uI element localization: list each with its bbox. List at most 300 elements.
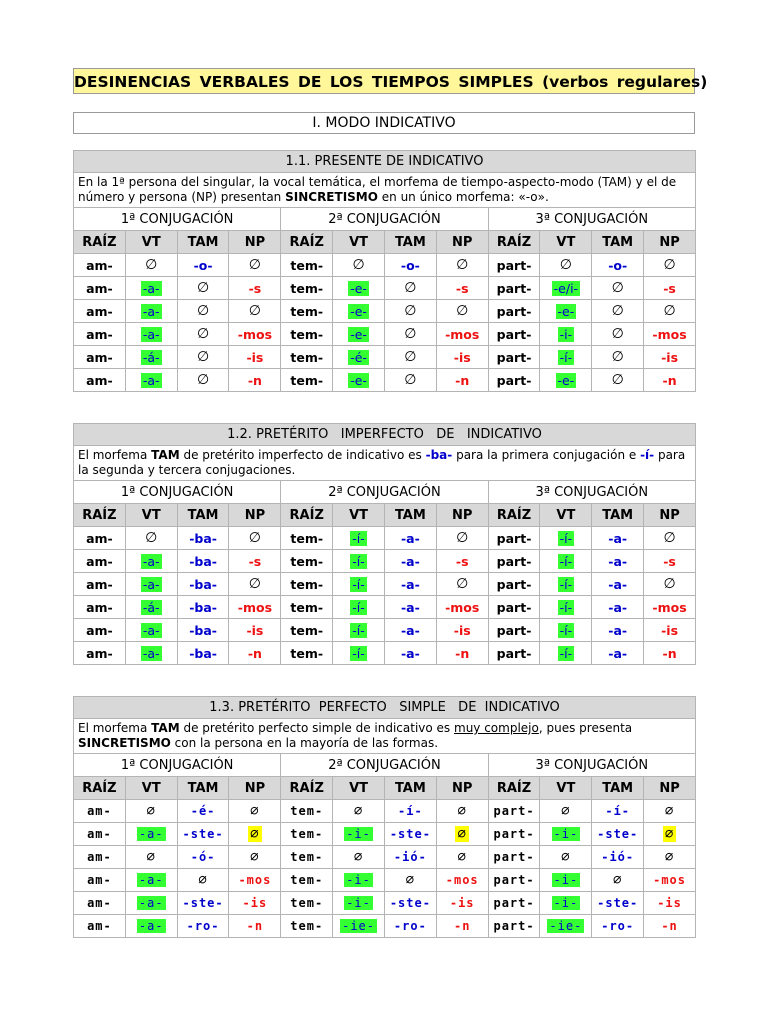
- table-cell: [125, 300, 177, 323]
- table-cell: [488, 323, 540, 346]
- table-cell: [644, 823, 696, 846]
- morpheme: -í-: [352, 530, 365, 546]
- morpheme: -mos: [445, 599, 480, 615]
- column-header: NP: [436, 777, 488, 800]
- null-morpheme: ∅: [145, 257, 158, 273]
- morpheme: -n: [453, 919, 471, 933]
- morpheme: part-: [496, 530, 532, 546]
- morpheme: am-: [87, 873, 112, 887]
- column-header: VT: [540, 504, 592, 527]
- table-cell: [540, 254, 592, 277]
- table-cell: [644, 369, 696, 392]
- morpheme: -ro-: [601, 919, 635, 933]
- null-morpheme: ∅: [196, 280, 210, 296]
- table-cell: [333, 642, 385, 665]
- table-cell: [229, 277, 281, 300]
- table-cell: [177, 846, 229, 869]
- table-cell: [333, 869, 385, 892]
- column-header: RAÍZ: [281, 231, 333, 254]
- description-fragment: SINCRETISMO: [78, 736, 171, 750]
- table-row: [74, 323, 696, 346]
- null-morpheme: ∅: [250, 849, 260, 865]
- morpheme: part-: [493, 804, 535, 818]
- column-header: RAÍZ: [488, 231, 540, 254]
- morpheme: part-: [496, 645, 532, 661]
- morpheme: -a-: [608, 553, 628, 569]
- morpheme: -mos: [237, 326, 273, 342]
- table-cell: [229, 892, 281, 915]
- morpheme: -ste-: [597, 896, 639, 910]
- table-cell: [644, 892, 696, 915]
- morpheme: -is: [246, 349, 264, 365]
- column-header: RAÍZ: [74, 504, 126, 527]
- null-morpheme: ∅: [404, 303, 417, 319]
- description-fragment: para la primera conjugación e: [452, 448, 641, 462]
- null-morpheme: ∅: [561, 849, 571, 865]
- morpheme: -í-: [352, 645, 365, 661]
- morpheme: tem-: [290, 896, 324, 910]
- table-cell: [229, 619, 281, 642]
- morpheme: -ste-: [597, 827, 639, 841]
- null-morpheme: ∅: [664, 803, 675, 819]
- table-cell: [74, 642, 126, 665]
- table-cell: [384, 573, 436, 596]
- table-row: [74, 527, 696, 550]
- table-cell: [488, 254, 540, 277]
- table-cell: [488, 346, 540, 369]
- table-cell: [540, 573, 592, 596]
- mode-heading: I. MODO INDICATIVO: [73, 112, 695, 134]
- table-cell: [488, 573, 540, 596]
- morpheme: -ba-: [189, 530, 217, 546]
- table-cell: [333, 346, 385, 369]
- table-cell: [592, 642, 644, 665]
- morpheme: part-: [493, 896, 535, 910]
- conjugation-label: 2ª CONJUGACIÓN: [281, 481, 488, 504]
- table-cell: [125, 869, 177, 892]
- null-morpheme: ∅: [250, 803, 260, 819]
- morpheme: part-: [493, 873, 535, 887]
- table-cell: [644, 254, 696, 277]
- table-cell: [333, 823, 385, 846]
- table-cell: [125, 254, 177, 277]
- column-header: VT: [333, 777, 385, 800]
- null-morpheme: ∅: [146, 803, 156, 819]
- description-fragment: -ba-: [425, 448, 453, 462]
- table-cell: [540, 369, 592, 392]
- column-header: NP: [644, 777, 696, 800]
- morpheme: -é-: [190, 804, 216, 818]
- table-cell: [74, 619, 126, 642]
- morpheme: -ro-: [186, 919, 220, 933]
- table-cell: [540, 800, 592, 823]
- table-cell: [281, 915, 333, 938]
- morpheme: am-: [86, 326, 113, 342]
- table-cell: [281, 642, 333, 665]
- table-cell: [644, 846, 696, 869]
- morpheme: -á-: [142, 599, 160, 615]
- morpheme: -mos: [445, 873, 479, 887]
- morpheme: -í-: [559, 645, 573, 661]
- table-cell: [540, 300, 592, 323]
- morpheme: -ie-: [549, 919, 583, 933]
- table-cell: [436, 300, 488, 323]
- morpheme: -i-: [553, 873, 579, 887]
- morpheme: -ba-: [189, 553, 217, 569]
- morpheme: -s: [663, 280, 676, 296]
- morpheme: -n: [662, 645, 677, 661]
- table-cell: [540, 323, 592, 346]
- table-cell: [177, 323, 229, 346]
- table-cell: [125, 369, 177, 392]
- morpheme: -e-: [557, 303, 575, 319]
- morpheme: -is: [453, 622, 471, 638]
- table-cell: [540, 642, 592, 665]
- table-cell: [592, 800, 644, 823]
- morpheme: -n: [247, 372, 262, 388]
- table-cell: [592, 323, 644, 346]
- table-cell: [125, 527, 177, 550]
- section-description-row: [74, 446, 696, 481]
- table-cell: [644, 596, 696, 619]
- null-morpheme: ∅: [404, 326, 417, 342]
- table-cell: [436, 800, 488, 823]
- table-cell: [488, 642, 540, 665]
- table-cell: [125, 915, 177, 938]
- morpheme: -ie-: [342, 919, 375, 933]
- morpheme: -a-: [142, 622, 160, 638]
- table-cell: [384, 869, 436, 892]
- description-fragment: TAM: [151, 448, 180, 462]
- morpheme: -i-: [553, 827, 579, 841]
- morpheme: -is: [449, 896, 475, 910]
- table-cell: [125, 573, 177, 596]
- table-cell: [436, 869, 488, 892]
- table-cell: [384, 892, 436, 915]
- table-cell: [592, 892, 644, 915]
- column-header: VT: [540, 777, 592, 800]
- null-morpheme: ∅: [196, 349, 210, 365]
- section-presente: [73, 150, 696, 392]
- table-cell: [281, 277, 333, 300]
- conjugation-label: 3ª CONJUGACIÓN: [488, 754, 695, 777]
- description-fragment: El morfema: [78, 448, 152, 462]
- morpheme: -n: [662, 372, 677, 388]
- column-header: TAM: [177, 504, 229, 527]
- null-morpheme: ∅: [352, 257, 365, 273]
- table-cell: [436, 573, 488, 596]
- table-cell: [281, 300, 333, 323]
- table-cell: [281, 823, 333, 846]
- table-cell: [74, 300, 126, 323]
- null-morpheme: ∅: [145, 530, 158, 546]
- morpheme: -í-: [559, 599, 573, 615]
- table-cell: [125, 596, 177, 619]
- table-row: [74, 800, 696, 823]
- morpheme: -ió-: [393, 850, 427, 864]
- table-cell: [436, 550, 488, 573]
- table-cell: [436, 527, 488, 550]
- table-cell: [540, 846, 592, 869]
- null-morpheme: ∅: [664, 849, 675, 865]
- morpheme: -a-: [142, 303, 160, 319]
- morpheme: -í-: [559, 530, 573, 546]
- table-cell: [384, 277, 436, 300]
- table-cell: [592, 550, 644, 573]
- column-header: RAÍZ: [74, 777, 126, 800]
- morpheme: am-: [87, 827, 112, 841]
- section-description: [74, 446, 696, 481]
- table-row: [74, 915, 696, 938]
- column-header-row: [74, 777, 696, 800]
- section-heading: 1.3. PRETÉRITO PERFECTO SIMPLE DE INDICATIVO: [74, 697, 696, 719]
- description-fragment: , pues presenta: [538, 721, 633, 735]
- morpheme: am-: [87, 850, 112, 864]
- table-cell: [384, 823, 436, 846]
- column-header: NP: [644, 231, 696, 254]
- table-row: [74, 619, 696, 642]
- table-row: [74, 642, 696, 665]
- conjugation-table: [73, 696, 696, 938]
- morpheme: -s: [455, 553, 469, 569]
- morpheme: -i-: [346, 827, 371, 841]
- column-header: TAM: [592, 777, 644, 800]
- morpheme: tem-: [290, 622, 324, 638]
- column-header: VT: [333, 504, 385, 527]
- morpheme: -i-: [553, 896, 579, 910]
- column-header: VT: [125, 231, 177, 254]
- null-morpheme: ∅: [456, 576, 469, 592]
- morpheme: -mos: [652, 599, 687, 615]
- morpheme: -e-: [350, 280, 367, 296]
- table-cell: [488, 527, 540, 550]
- morpheme: part-: [493, 827, 535, 841]
- morpheme: -í-: [352, 599, 365, 615]
- table-cell: [74, 527, 126, 550]
- morpheme: -a-: [142, 372, 160, 388]
- table-cell: [540, 823, 592, 846]
- null-morpheme: ∅: [248, 576, 261, 592]
- table-cell: [384, 846, 436, 869]
- table-cell: [74, 369, 126, 392]
- table-cell: [281, 800, 333, 823]
- table-row: [74, 300, 696, 323]
- morpheme: -mos: [652, 326, 687, 342]
- table-row: [74, 846, 696, 869]
- morpheme: part-: [493, 919, 535, 933]
- section-description: [74, 173, 696, 208]
- table-cell: [436, 619, 488, 642]
- table-cell: [540, 346, 592, 369]
- null-morpheme: ∅: [611, 349, 624, 365]
- table-cell: [74, 846, 126, 869]
- table-cell: [177, 869, 229, 892]
- column-header: NP: [644, 504, 696, 527]
- morpheme: tem-: [290, 827, 324, 841]
- table-cell: [592, 346, 644, 369]
- table-cell: [281, 846, 333, 869]
- column-header: TAM: [177, 231, 229, 254]
- morpheme: tem-: [290, 919, 324, 933]
- table-cell: [592, 915, 644, 938]
- table-cell: [177, 800, 229, 823]
- conjugation-label: 2ª CONJUGACIÓN: [281, 754, 488, 777]
- morpheme: -mos: [653, 873, 686, 887]
- table-cell: [644, 573, 696, 596]
- table-cell: [333, 277, 385, 300]
- table-cell: [229, 527, 281, 550]
- morpheme: part-: [496, 303, 532, 319]
- column-header: TAM: [384, 231, 436, 254]
- table-cell: [229, 369, 281, 392]
- table-cell: [333, 573, 385, 596]
- morpheme: -a-: [400, 645, 420, 661]
- morpheme: tem-: [290, 645, 324, 661]
- table-cell: [436, 823, 488, 846]
- column-header-row: [74, 504, 696, 527]
- table-cell: [384, 596, 436, 619]
- table-cell: [177, 642, 229, 665]
- morpheme: -a-: [400, 530, 420, 546]
- table-row: [74, 823, 696, 846]
- column-header: VT: [333, 231, 385, 254]
- table-cell: [333, 254, 385, 277]
- table-cell: [384, 550, 436, 573]
- morpheme: -o-: [400, 257, 420, 273]
- morpheme: tem-: [290, 576, 324, 592]
- morpheme: -a-: [608, 599, 628, 615]
- table-cell: [281, 369, 333, 392]
- morpheme: -a-: [142, 553, 160, 569]
- table-cell: [436, 323, 488, 346]
- morpheme: -ste-: [389, 896, 431, 910]
- morpheme: -is: [657, 896, 682, 910]
- table-cell: [177, 550, 229, 573]
- table-cell: [177, 915, 229, 938]
- description-fragment: de pretérito imperfecto de indicativo es: [179, 448, 426, 462]
- table-cell: [177, 254, 229, 277]
- table-cell: [177, 527, 229, 550]
- morpheme: -a-: [138, 827, 164, 841]
- morpheme: -e-: [350, 326, 367, 342]
- morpheme: -o-: [608, 257, 628, 273]
- table-cell: [74, 346, 126, 369]
- table-cell: [74, 323, 126, 346]
- table-cell: [644, 642, 696, 665]
- null-morpheme: ∅: [611, 303, 624, 319]
- description-fragment: -í-: [640, 448, 655, 462]
- null-morpheme: ∅: [196, 372, 210, 388]
- table-cell: [644, 323, 696, 346]
- table-row: [74, 550, 696, 573]
- morpheme: -a-: [400, 576, 420, 592]
- morpheme: -a-: [138, 919, 164, 933]
- morpheme: am-: [86, 372, 113, 388]
- description-fragment: para la segunda y tercera conjugaciones.: [78, 448, 686, 477]
- table-cell: [540, 915, 592, 938]
- table-cell: [125, 277, 177, 300]
- description-fragment: de pretérito perfecto simple de indicativo es: [179, 721, 454, 735]
- morpheme: tem-: [290, 599, 324, 615]
- table-cell: [592, 869, 644, 892]
- morpheme: -n: [661, 919, 678, 933]
- morpheme: -a-: [608, 576, 628, 592]
- table-cell: [592, 300, 644, 323]
- table-cell: [488, 869, 540, 892]
- table-cell: [333, 596, 385, 619]
- conjugation-label: 1ª CONJUGACIÓN: [74, 754, 281, 777]
- null-morpheme: ∅: [456, 257, 469, 273]
- table-cell: [488, 892, 540, 915]
- description-fragment: muy complejo: [454, 721, 539, 735]
- table-cell: [592, 846, 644, 869]
- morpheme: part-: [496, 553, 532, 569]
- table-cell: [384, 800, 436, 823]
- section-perfecto-simple: [73, 696, 696, 938]
- morpheme: am-: [86, 622, 113, 638]
- morpheme: tem-: [290, 850, 324, 864]
- morpheme: -is: [246, 622, 264, 638]
- morpheme: -á-: [142, 349, 160, 365]
- section-imperfecto: [73, 423, 696, 665]
- morpheme: am-: [87, 896, 112, 910]
- null-morpheme: ∅: [353, 803, 364, 819]
- null-morpheme: ∅: [248, 303, 261, 319]
- morpheme: -ó-: [190, 850, 216, 864]
- table-cell: [281, 619, 333, 642]
- column-header: RAÍZ: [281, 504, 333, 527]
- null-morpheme-highlighted: ∅: [250, 826, 260, 842]
- morpheme: -a-: [400, 553, 420, 569]
- column-header: TAM: [384, 777, 436, 800]
- table-cell: [229, 823, 281, 846]
- null-morpheme: ∅: [248, 530, 261, 546]
- column-header: NP: [436, 231, 488, 254]
- table-cell: [125, 346, 177, 369]
- morpheme: -n: [246, 919, 264, 933]
- column-header: RAÍZ: [488, 777, 540, 800]
- null-morpheme: ∅: [611, 280, 624, 296]
- table-cell: [333, 800, 385, 823]
- table-cell: [177, 596, 229, 619]
- morpheme: -a-: [400, 622, 420, 638]
- table-cell: [74, 869, 126, 892]
- table-cell: [125, 892, 177, 915]
- table-cell: [644, 277, 696, 300]
- morpheme: -í-: [352, 622, 365, 638]
- table-row: [74, 869, 696, 892]
- table-cell: [281, 892, 333, 915]
- table-cell: [384, 619, 436, 642]
- conjugation-header-row: [74, 754, 696, 777]
- table-cell: [229, 869, 281, 892]
- table-cell: [488, 800, 540, 823]
- table-cell: [644, 346, 696, 369]
- table-cell: [177, 892, 229, 915]
- table-cell: [229, 846, 281, 869]
- column-header: VT: [125, 777, 177, 800]
- conjugation-label: 1ª CONJUGACIÓN: [74, 481, 281, 504]
- null-morpheme: ∅: [456, 530, 469, 546]
- table-cell: [177, 619, 229, 642]
- null-morpheme: ∅: [612, 872, 623, 888]
- column-header: RAÍZ: [488, 504, 540, 527]
- morpheme: part-: [496, 349, 532, 365]
- table-cell: [177, 369, 229, 392]
- table-cell: [74, 800, 126, 823]
- morpheme: am-: [86, 349, 113, 365]
- null-morpheme: ∅: [404, 349, 417, 365]
